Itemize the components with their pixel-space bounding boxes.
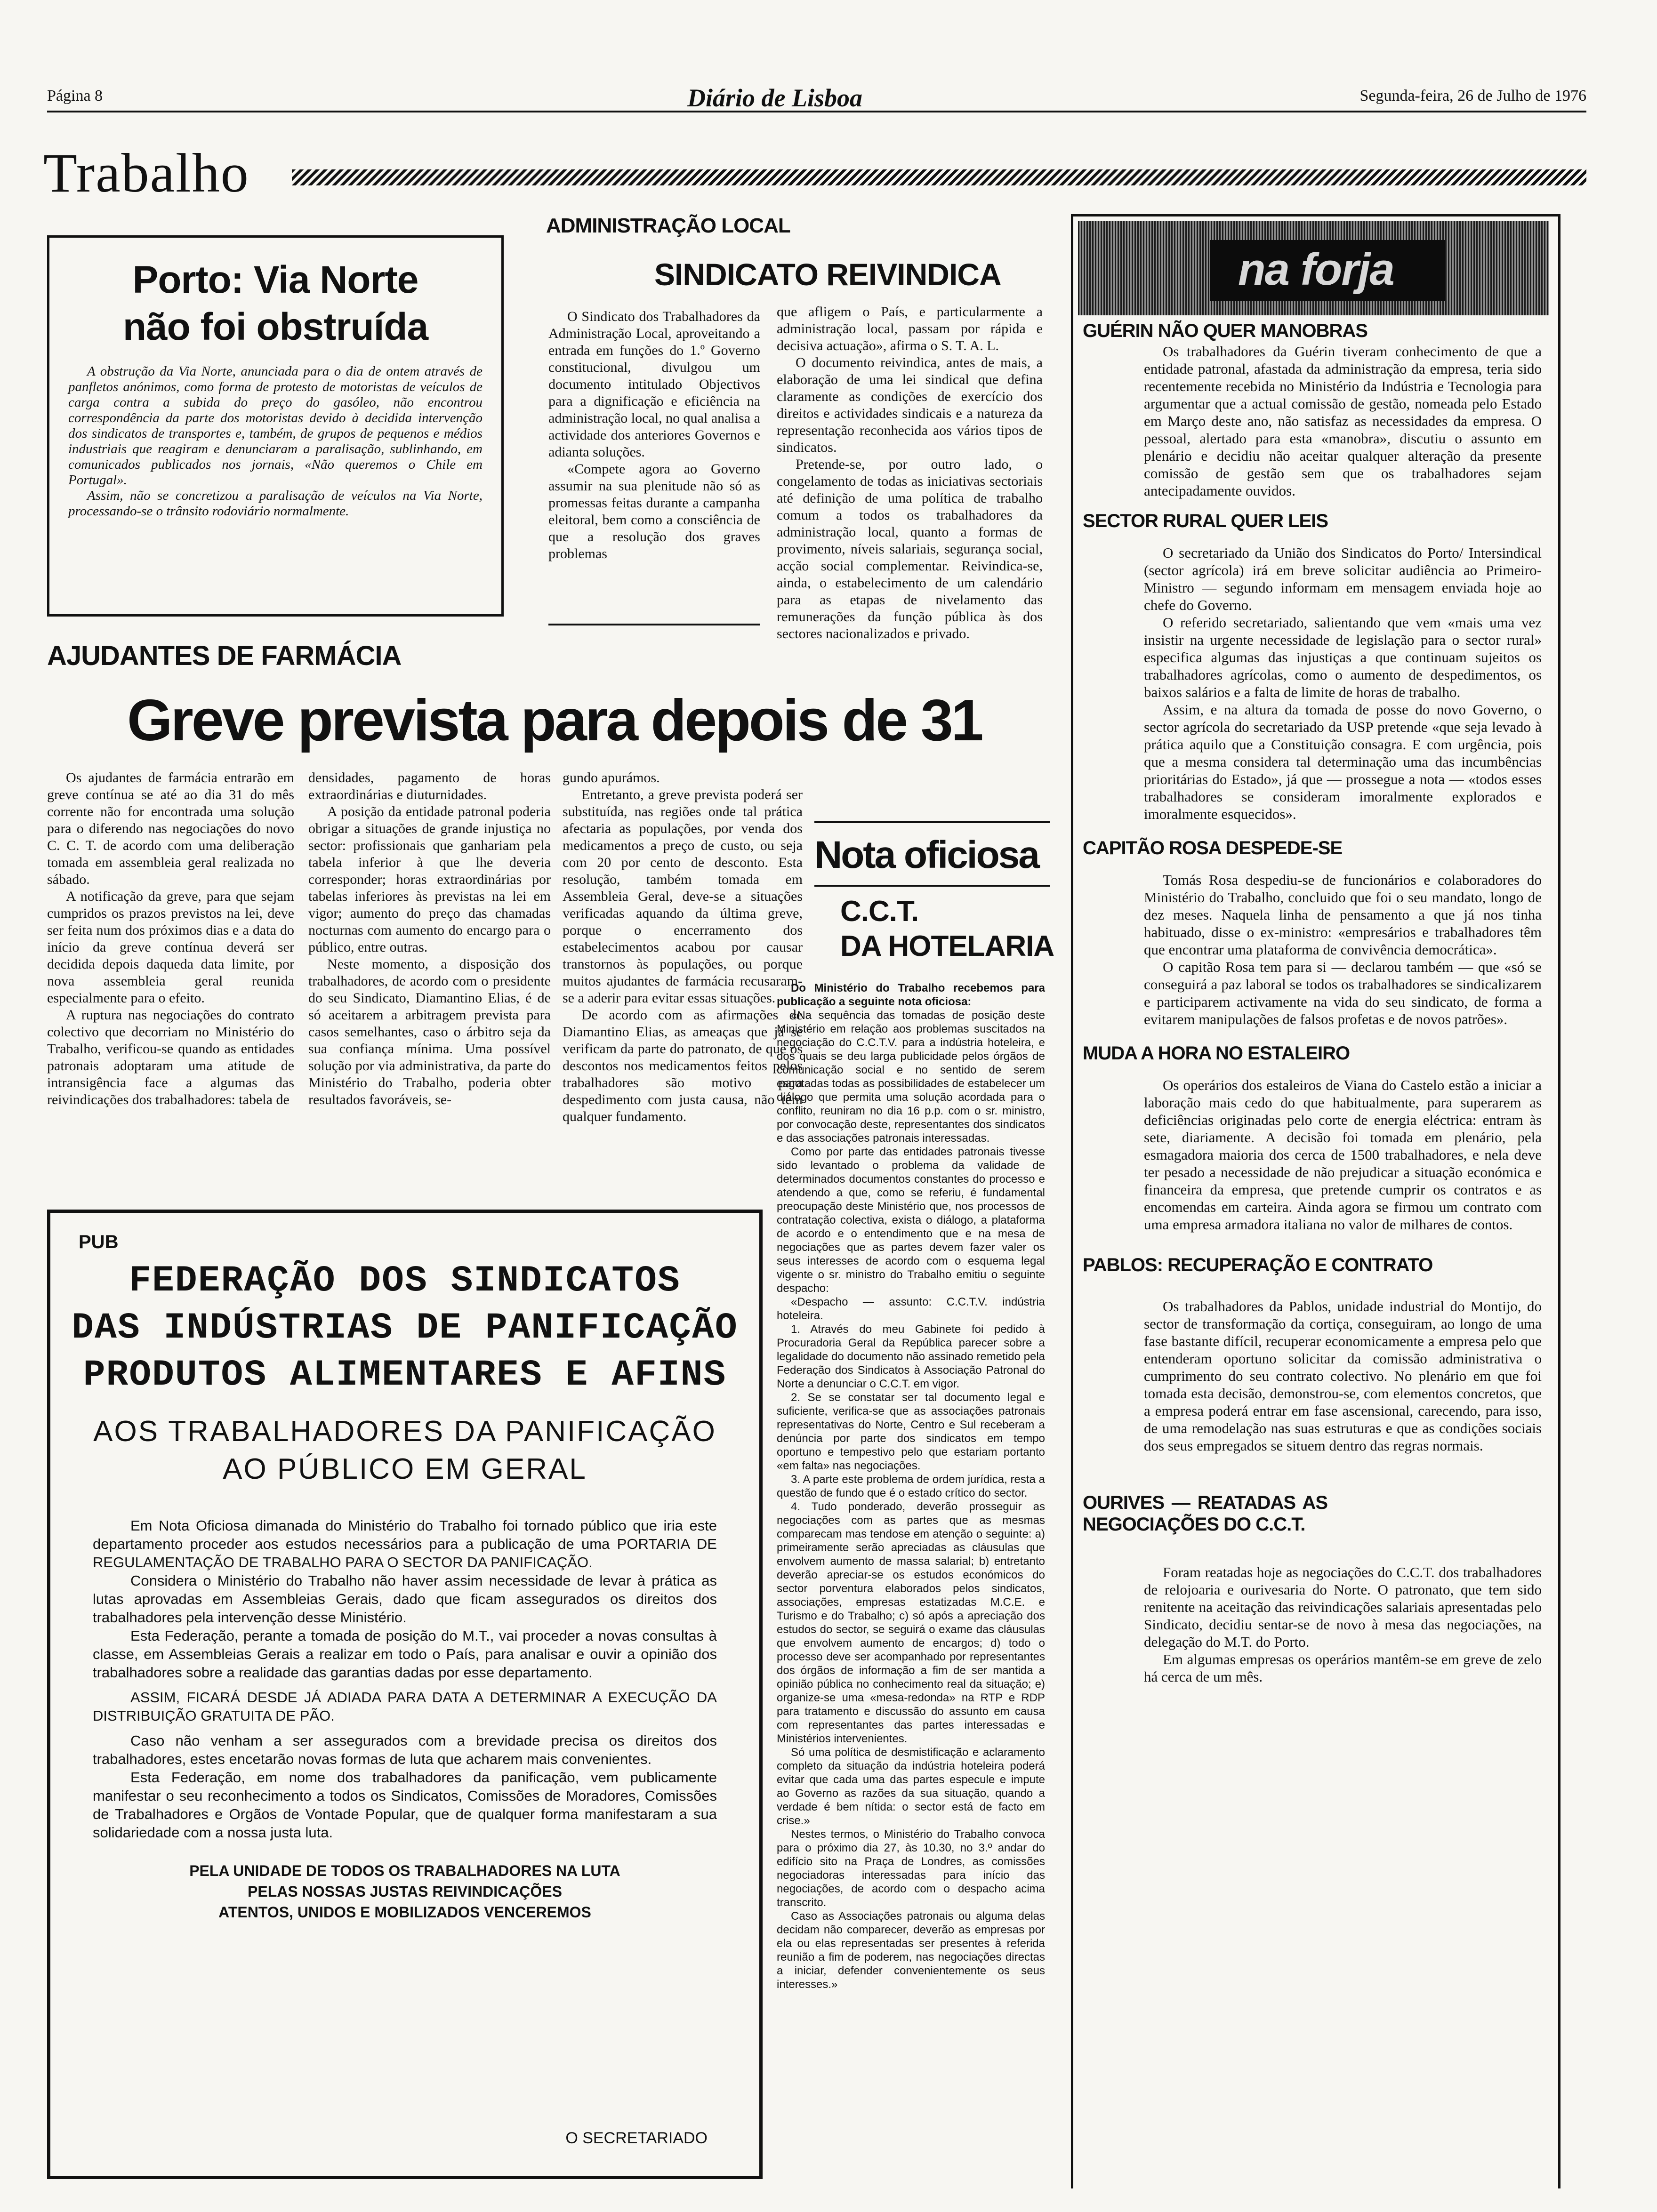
news-item-paragraph: Tomás Rosa despediu-se de funcionários e colaboradores do Ministério do Trabalho, concluido que foi o seu mandato, longo de dez meses. Naquela linha de pensamento a que já nos tinha habituado, disse o ex-ministro: «empresários e trabalhadores têm que encontrar uma plataforma de convivência democrática». [1144, 872, 1542, 958]
farmacia-column-2 [308, 769, 551, 1108]
farmacia-paragraph: gundo apurámos. [563, 770, 660, 785]
farmacia-column-3 [563, 769, 803, 1125]
nota-paragraph: 1. Através do meu Gabinete foi pedido à Procuradoria Geral da República parecer sobre a legalidade do documento não assinado remetido pela Federação dos Sindicatos à Associação Patronal do Norte a denunciar o C.C.T. em vigor. [777, 1323, 1045, 1390]
federacao-paragraph: Esta Federação, perante a tomada de posição do M.T., vai proceder a novas consultas à classe, em Assembleias Gerais a realizar em todo o País, para analisar e ouvir a opinião dos trabalhadores sobre a realidade das garantias dadas por esse departamento. [93, 1627, 717, 1681]
federacao-closing-line-2: PELAS NOSSAS JUSTAS REIVINDICAÇÕES [248, 1883, 562, 1900]
federacao-title-line-1: FEDERAÇÃO DOS SINDICATOS [129, 1260, 681, 1302]
nota-paragraph: Só uma política de desmistificação e aclaramento completo da situação da indústria hoteleira poderá evitar que cada uma das partes especule e impute ao Governo as razões da sua situação, quando a verdade é bem nítida: o sector está de facto em crise.» [777, 1746, 1045, 1827]
federacao-body [93, 1516, 717, 1842]
federacao-title [50, 1258, 759, 1399]
news-item-title: PABLOS: RECUPERAÇÃO E CONTRATO [1083, 1255, 1433, 1275]
admin-kicker: ADMINISTRAÇÃO LOCAL [546, 214, 790, 237]
federacao-subtitle [50, 1413, 759, 1488]
news-item [1083, 840, 1542, 1028]
news-item [1083, 1257, 1542, 1454]
news-item [1083, 1045, 1542, 1233]
nota-paragraph: 3. A parte este problema de ordem jurídica, resta a questão de fundo que é o estado crítico do sector. [777, 1473, 1045, 1499]
masthead [47, 84, 1586, 115]
news-item-paragraph: Os trabalhadores da Pablos, unidade industrial do Montijo, do sector de transformação da cortiça, conseguiram, ao longo de uma fase bastante difícil, recuperar economicamente a empresa pelo que entenderam oportuno solicitar da comissão administrativa o cumprimento do seu contrato colectivo. No plenário em que foi tomada esta decisão, demonstrou-se, com elementos concretos, que a empresa poderá entrar em fase ascensional, carecendo, para isso, de uma remodelação nas suas estruturas e que as condições sociais dos seus empregados se situem dentro das regras normais. [1144, 1298, 1542, 1454]
admin-bottom-rule [548, 624, 760, 625]
newspaper-name: Diário de Lisboa [687, 84, 862, 112]
farmacia-kicker: AJUDANTES DE FARMÁCIA [47, 641, 402, 671]
na-forja-column [1083, 322, 1542, 1685]
porto-paragraph: Assim, não se concretizou a paralisação de veículos na Via Norte, processando-se o trânsito rodoviário normalmente. [68, 488, 483, 519]
news-item-title: GUÉRIN NÃO QUER MANOBRAS [1083, 321, 1367, 341]
nota-body [777, 981, 1045, 1991]
porto-headline [49, 256, 501, 351]
farmacia-column-1 [47, 769, 294, 1108]
news-item-title: MUDA A HORA NO ESTALEIRO [1083, 1043, 1350, 1064]
nota-paragraph: Como por parte das entidades patronais tivesse sido levantado o problema da validade de determinados documentos constantes do processo e atendendo a que, como se referiu, é fundamental preocupação deste Ministério que, nos processos de contratação colectiva, exista o diálogo, a plataforma de acordo e o entendimento que e na mesa de negociações que as partes devem fazer valer os seus interesses de acordo com o esquema legal vigente o sr. ministro do Trabalho emitiu o seguinte despacho: [777, 1146, 1045, 1295]
federacao-title-line-3: PRODUTOS ALIMENTARES E AFINS [83, 1354, 727, 1396]
admin-paragraph: «Compete agora ao Governo assumir na sua plenitude não só as promessas feitas durante a campanha eleitoral, bem como a consciência de que a resolução dos graves problemas [548, 461, 760, 561]
nota-intro: Do Ministério do Trabalho recebemos para publicação a seguinte nota oficiosa: [777, 982, 1045, 1008]
news-item-title: OURIVES — REATADAS AS NEGOCIAÇÕES DO C.C.T. [1083, 1492, 1327, 1535]
page-number: Página 8 [47, 87, 103, 104]
advert-pub-label: PUB [79, 1232, 119, 1252]
news-item-title: CAPITÃO ROSA DESPEDE-SE [1083, 838, 1343, 858]
porto-article [47, 235, 504, 617]
federacao-closing-line-3: ATENTOS, UNIDOS E MOBILIZADOS VENCEREMOS [218, 1904, 591, 1921]
federacao-paragraph: Esta Federação, em nome dos trabalhadores da panificação, vem publicamente manifestar o seu reconhecimento a todos os Sindicatos, Comissões de Moradores, Comissões de Trabalhadores e Orgãos de Vontade Popular, que de qualquer forma manifestaram a sua solidariedade com a nossa justa luta. [93, 1769, 717, 1841]
news-item [1083, 322, 1542, 499]
news-item [1083, 513, 1542, 823]
federacao-signature: O SECRETARIADO [565, 2129, 708, 2147]
porto-headline-line-1: Porto: Via Norte [132, 258, 418, 301]
nota-paragraph: «Despacho — assunto: C.C.T.V. indústria hoteleira. [777, 1296, 1045, 1322]
section-title: Trabalho [43, 142, 249, 204]
news-item-paragraph: Os trabalhadores da Guérin tiveram conhecimento de que a entidade patronal, afastada da administração da empresa, teria sido recentemente recebida no Ministério da Indústria e Tecnologia para argumentar que a actual comissão de gestão, nomeada pelo Estado em Março deste ano, não satisfaz as necessidades da empresa. O pessoal, alertado para esta «manobra», discutiu o assunto em plenário e decidiu não aceitar qualquer alteração da presente comissão de gestão sem que os trabalhadores sejam antecipadamente ouvidos. [1144, 343, 1542, 499]
federacao-paragraph: ASSIM, FICARÁ DESDE JÁ ADIADA PARA DATA A DETERMINAR A EXECUÇÃO DA DISTRIBUIÇÃO GRATUITA DE PÃO. [93, 1689, 717, 1724]
admin-paragraph: O documento reivindica, antes de mais, a elaboração de uma lei sindical que defina claramente as condições de exercício dos direitos e actividades sindicais e a natureza da representação reconhecida aos vários tipos de sindicatos. [777, 355, 1043, 455]
banner-label: na forja [1238, 244, 1394, 295]
news-item-paragraph: O referido secretariado, salientando que vem «mais uma vez insistir na urgente necessidade de legislação para o sector rural» especifica algumas das injustiças a que continuam sujeitos os trabalhadores agrícolas, como o aumento de despedimentos, os baixos salários e a falta de limite de horas de trabalho. [1144, 614, 1542, 700]
federacao-paragraph: Em Nota Oficiosa dimanada do Ministério do Trabalho foi tornado público que iria este departamento proceder aos estudos necessários para a publicação de uma PORTARIA DE REGULAMENTAÇÃO DE TRABALHO PARA O SECTOR DA PANIFICAÇÃO. [93, 1517, 717, 1571]
nota-top-rule [814, 821, 1050, 823]
federacao-closing-line-1: PELA UNIDADE DE TODOS OS TRABALHADORES NA LUTA [189, 1862, 620, 1879]
federacao-title-line-2: DAS INDÚSTRIAS DE PANIFICAÇÃO [72, 1307, 738, 1349]
federacao-paragraph: Considera o Ministério do Trabalho não haver assim necessidade de levar à prática as lutas aprovadas em Assembleias Gerais, dado que ficam assegurados os direitos dos trabalhadores pela intervenção desse Ministério. [93, 1572, 717, 1626]
farmacia-paragraph: De acordo com as afirmações de Diamantino Elias, as ameaças que já se verificam da parte do patronato, de que os descontos nos medicamentos feitos pelos trabalhadores são motivo para despedimento com justa causa, não têm qualquer fundamento. [563, 1007, 803, 1124]
farmacia-paragraph: densidades, pagamento de horas extraordinárias e diuturnidades. [308, 770, 551, 802]
admin-paragraph: Pretende-se, por outro lado, o congelamento de todas as iniciativas sectoriais até definição de uma política de trabalho comum a todos os trabalhadores da administração local, quanto a formas de provimento, níveis salariais, segurança social, acção social complementar. Reivindica-se, ainda, o estabelecimento de um calendário para as etapas de nivelamento das remunerações da função pública às dos sectores nacionalizados e privado. [777, 457, 1043, 641]
news-item-title: SECTOR RURAL QUER LEIS [1083, 511, 1328, 531]
porto-body [68, 364, 483, 519]
na-forja-banner [1078, 221, 1549, 315]
federacao-closing [50, 1860, 759, 1923]
farmacia-headline: Greve prevista para depois de 31 [127, 688, 982, 753]
nota-paragraph: Nestes termos, o Ministério do Trabalho convoca para o próximo dia 27, às 10.30, no 3.º andar do edifício sito na Praça de Londres, as comissões negociadoras interessadas para início das negociações, de acordo com o despacho acima transcrito. [777, 1828, 1045, 1909]
admin-headline: SINDICATO REIVINDICA [654, 257, 1001, 292]
farmacia-paragraph: Neste momento, a disposição dos trabalhadores, de acordo com o presidente do seu Sindicato, Diamantino Elias, é de só aceitarem a arbitragem prevista para casos semelhantes, caso o árbitro seja da sua confiança mínima. Uma possível solução por via administrativa, da parte do Ministério do Trabalho, poderia obter resultados favoráveis, se- [308, 956, 551, 1107]
news-item-paragraph: Assim, e na altura da tomada de posse do novo Governo, o sector agrícola do secretariado da USP pretende «que seja levado à prática aquilo que a Constituição consagra. E com urgência, pois que a mesma considera tal determinação uma das incumbências prioritárias do Estado», já que — prossegue a nota — «todos esses trabalhadores se consideram imoralmente explorados e imoralmente esquecidos». [1144, 701, 1542, 822]
porto-paragraph: A obstrução da Via Norte, anunciada para o dia de ontem através de panfletos anónimos, como forma de protesto de motoristas de veículos de carga contra a subida do preço do gasóleo, não encontrou correspondência da parte dos motoristas devido à decidida intervenção dos sindicatos de transportes e, também, de grupos de pequenos e médios industriais que reagiram e denunciaram a paralisação, sublinhando, em comunicados publicados nos jornais, «Não queremos o Chile em Portugal». [68, 364, 483, 488]
farmacia-paragraph: Entretanto, a greve prevista poderá ser substituída, nas regiões onde tal prática afectaria as populações, por venda dos medicamentos a preço de custo, ou seja com 20 por cento de desconto. Esta resolução, também tomada em Assembleia Geral, deve-se a situações verificadas aquando da última greve, porque o encerramento dos estabelecimentos acabou por causar transtornos às populações, ou porque muitos ajudantes de farmácia recusaram-se a aderir para evitar essas situações. [563, 787, 803, 1006]
farmacia-paragraph: A ruptura nas negociações do contrato colectivo que decorriam no Ministério do Trabalho, verificou-se quando as entidades patronais adoptaram uma atitude de intransigência face a algumas das reivindicações dos trabalhadores: tabela de [47, 1007, 294, 1107]
nota-paragraph: «Na sequência das tomadas de posição deste Ministério em relação aos problemas suscitados na negociação do C.C.T.V. para a indústria hoteleira, e dos quais se deu larga publicidade pelos órgãos de comunicação social e no sentido de serem esgotadas todas as possibilidades de estabelecer um diálogo que permita uma solução acordada para o conflito, reuniram no dia 16 p.p. com o sr. ministro, por convocação deste, representantes dos sindicatos e das associações patronais interessadas. [777, 1009, 1045, 1145]
news-item-paragraph: O secretariado da União dos Sindicatos do Porto/ Intersindical (sector agrícola) irá em breve solicitar audiência ao Primeiro-Ministro — segundo informam em mensagem enviada hoje ao chefe do Governo. [1144, 545, 1542, 613]
news-item-paragraph: Foram reatadas hoje as negociações do C.C.T. dos trabalhadores de relojoaria e ourivesaria do Norte. O patronato, que tem sido renitente na aceitação das reivindicações salariais apresentadas pelo Sindicato, decidiu sentar-se de novo à mesa das negociações, na delegação do M.T. do Porto. [1144, 1564, 1542, 1650]
nota-headline: Nota oficiosa [814, 834, 1038, 876]
admin-paragraph: que afligem o País, e particularmente a administração local, passam por rápida e decisiva actuação», afirma o S. T. A. L. [777, 304, 1043, 353]
admin-column-1 [548, 308, 760, 562]
masthead-rule [47, 111, 1586, 112]
farmacia-paragraph: A posição da entidade patronal poderia obrigar a situações de grande injustiça no sector: profissionais que ganhariam pela tabela inferior à que lhe deveria corresponder; horas extraordinárias por tabelas inferiores às previstas na lei em vigor; aumento do preço das chamadas nocturnas com aumento do encargo para o público, entre outras. [308, 804, 551, 955]
farmacia-paragraph: A notificação da greve, para que sejam cumpridos os prazos previstos na lei, deve ser feita num dos próximos dias e a data do início da greve contínua deverá ser decidida depois daqueda data limite, por nova assembleia geral reunida especialmente para o efeito. [47, 889, 294, 1006]
news-item [1083, 1492, 1542, 1685]
admin-paragraph: O Sindicato dos Trabalhadores da Administração Local, aproveitando a entrada em funções do 1.º Governo constitucional, divulgou um documento intitulado Objectivos para a dignificação e eficiência na administração local, no qual analisa a actividade dos anteriores Governos e adianta soluções. [548, 309, 760, 460]
news-item-paragraph: Em algumas empresas os operários mantêm-se em greve de zelo há cerca de um mês. [1144, 1651, 1542, 1685]
section-hatch-rule [292, 169, 1586, 185]
federacao-subtitle-line-2: AO PÚBLICO EM GERAL [223, 1453, 587, 1485]
nota-headline-rule [814, 885, 1050, 887]
farmacia-paragraph: Os ajudantes de farmácia entrarão em greve contínua se até ao dia 31 do mês corrente não for encontrada uma solução para o diferendo nas negociações do novo C. C. T. de acordo com uma deliberação tomada em assembleia geral realizada no sábado. [47, 770, 294, 887]
news-item-paragraph: O capitão Rosa tem para si — declarou também — que «só se conseguirá a paz laboral se todos os trabalhadores se sindicalizarem e participarem activamente na vida do seu sindicato, de forma a evitarem manipulações de falsos profetas e de novos patrões». [1144, 959, 1542, 1027]
nota-subheadline-line-2: DA HOTELARIA [840, 930, 1054, 962]
federacao-subtitle-line-1: AOS TRABALHADORES DA PANIFICAÇÃO [93, 1415, 716, 1448]
admin-column-2 [777, 304, 1043, 642]
nota-paragraph: Caso as Associações patronais ou alguma delas decidam não comparecer, deverão as empresas por ela ou elas representadas ser presentes à referida reunião a fim de poderem, nas negociações directas a iniciar, defender convenientemente os seus interesses.» [777, 1910, 1045, 1991]
porto-headline-line-2: não foi obstruída [122, 305, 428, 348]
nota-subheadline [840, 894, 1054, 964]
nota-subheadline-line-1: C.C.T. [840, 895, 919, 928]
federacao-advert [47, 1210, 763, 2179]
issue-date: Segunda-feira, 26 de Julho de 1976 [1359, 87, 1586, 104]
nota-paragraph: 4. Tudo ponderado, deverão prosseguir as negociações com as partes que as mesmas comparecam mas tendose em atenção o seguinte: a) primeiramente serão apreciadas as cláusulas que envolvem aumento de massa salarial; b) entretanto deverão apreciar-se os estudos económicos do sector porventura elaborados pelos sindicatos, associações, empresas estatizadas M.C.E. e Turismo e do Trabalho; c) só após a apreciação dos estudos do sector, se seguirá o exame das cláusulas que envolvem aumento de encargos; d) todo o processo deve ser acompanhado por representantes dos órgãos de informação a fim de ser mantida a opinião pública no conhecimento real da situação; e) organize-se uma «mesa-redonda» na RTP e RDP para tratamento e discussão do assunto em causa com representantes das partes interessadas e Ministérios intervenientes. [777, 1500, 1045, 1745]
news-item-paragraph: Os operários dos estaleiros de Viana do Castelo estão a iniciar a laboração mais cedo do que habitualmente, para superarem as deficiências originadas pelo corte de energia eléctrica: entram às sete, diariamente. A decisão foi tomada em plenário, pela esmagadora maioria dos cerca de 1500 trabalhadores, e nela deve ter pesado a necessidade de não prejudicar a situação económica e financeira da empresa, que pretende cumprir os contratos e as encomendas em carteira. Ainda agora se firmou um contrato com uma empresa armadora italiana no valor de milhares de contos. [1144, 1077, 1542, 1233]
federacao-paragraph: Caso não venham a ser assegurados com a brevidade precisa os direitos dos trabalhadores, estes encetarão novas formas de luta que acharem mais convenientes. [93, 1732, 717, 1767]
nota-paragraph: 2. Se se constatar ser tal documento legal e suficiente, verifica-se que as associações patronais representativas do Norte, Centro e Sul receberam a denúncia por parte dos sindicatos em tempo oportuno e tempestivo pelo que estariam portanto «em falta» nas negociações. [777, 1391, 1045, 1472]
